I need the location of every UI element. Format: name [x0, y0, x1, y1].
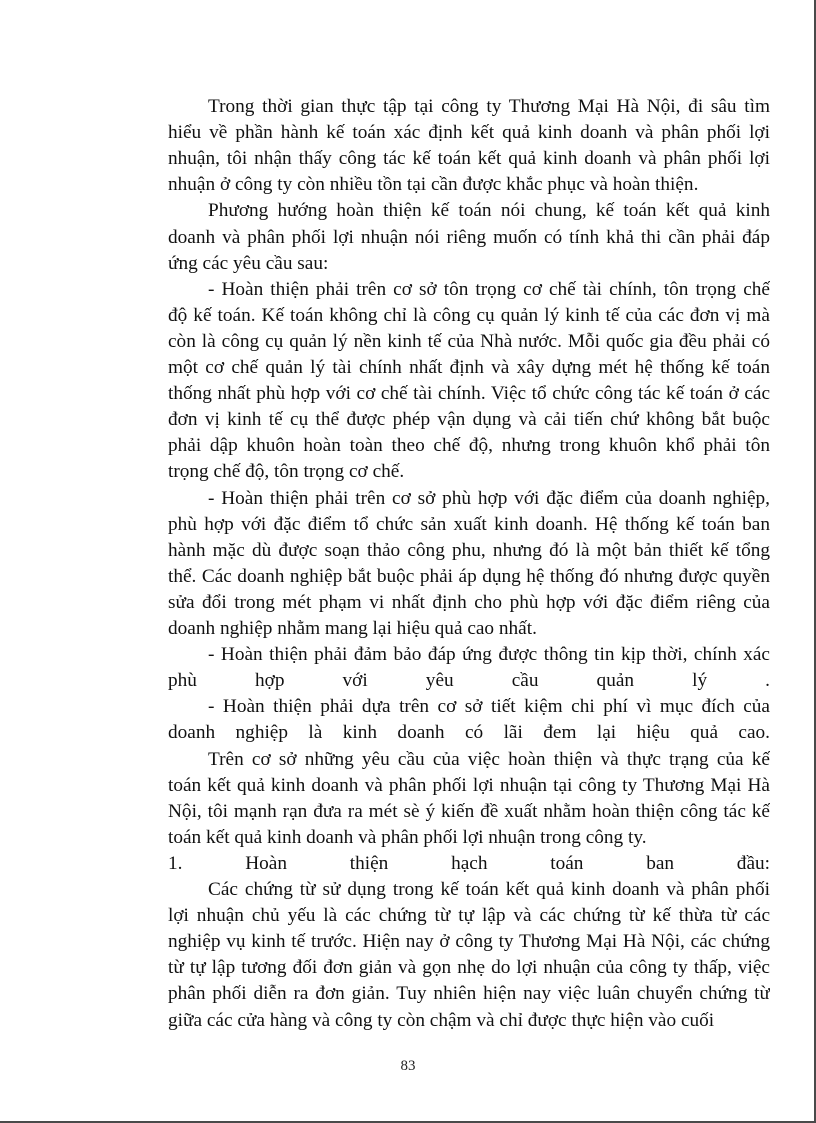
text-line: Các chứng từ sử dụng trong kế toán kết quả kinh doanh và phân phối	[208, 879, 770, 900]
text-line: thống nhất phù hợp với cơ chế tài chính. Việc tổ chức công tác kế toán ở các	[168, 383, 770, 405]
text-line: doanh nghiệp là kinh doanh có lãi đem lại hiệu quả cao.	[168, 722, 770, 744]
text-line: giữa các cửa hàng và công ty còn chậm và chỉ được thực hiện vào cuối	[168, 1009, 715, 1031]
text-line: - Hoàn thiện phải trên cơ sở tôn trọng cơ chế tài chính, tôn trọng chế	[208, 278, 770, 300]
text-line: 1. Hoàn thiện hạch toán ban đầu:	[168, 852, 770, 874]
text-line: toán kết quả kinh doanh và phân phối lợi nhuận trong công ty.	[168, 826, 647, 848]
text-line: Trên cơ sở những yêu cầu của việc hoàn thiện và thực trạng của kế	[208, 748, 770, 770]
text-line: doanh nghiệp nhằm mang lại hiệu quả cao nhất.	[168, 618, 537, 639]
text-line: độ kế toán. Kế toán không chỉ là công cụ quản lý kinh tế của các đơn vị mà	[168, 304, 770, 326]
text-line: nghiệp vụ kinh tế trước. Hiện nay ở công ty Thương Mại Hà Nội, các chứng	[168, 931, 770, 953]
text-line: - Hoàn thiện phải trên cơ sở phù hợp với đặc điểm của doanh nghiệp,	[208, 487, 770, 509]
text-line: nhuận, tôi nhận thấy công tác kế toán kết quả kinh doanh và phân phối lợi	[168, 148, 770, 170]
text-line: - Hoàn thiện phải đảm bảo đáp ứng được thông tin kịp thời, chính xác	[208, 644, 770, 666]
text-line: phải dập khuôn hoàn toàn theo chế độ, nhưng trong khuôn khổ phải tôn	[168, 435, 770, 457]
text-line: Phương hướng hoàn thiện kế toán nói chung, kế toán kết quả kinh	[208, 200, 770, 222]
text-line: doanh và phân phối lợi nhuận nói riêng muốn có tính khả thi cần phải đáp	[168, 226, 770, 248]
text-line: hiểu về phần hành kế toán xác định kết quả kinh doanh và phân phối lợi	[168, 122, 770, 144]
text-line: còn là công cụ quản lý nền kinh tế của Nhà nước. Mỗi quốc gia đều phải có	[168, 330, 770, 352]
text-line: Nội, tôi mạnh rạn đưa ra mét sè ý kiến đề xuất nhằm hoàn thiện công tác kế	[168, 800, 770, 822]
text-line: trọng chế độ, tôn trọng cơ chế.	[168, 461, 405, 483]
text-line: đơn vị kinh tế cụ thể được phép vận dụng và cải tiến chứ không bắt buộc	[168, 409, 770, 431]
text-line: phù hợp với yêu cầu quản lý .	[168, 670, 770, 692]
text-line: một cơ chế quản lý tài chính nhất định và xây dựng mét hệ thống kế toán	[168, 357, 770, 378]
text-line: nhuận ở công ty còn nhiều tồn tại cần được khắc phục và hoàn thiện.	[168, 174, 699, 196]
text-line: sửa đổi trong mét phạm vi nhất định cho phù hợp với đặc điểm riêng của	[168, 591, 770, 613]
text-line: từ tự lập tương đối đơn giản và gọn nhẹ do lợi nhuận của công ty thấp, việc	[168, 957, 770, 979]
text-line: phù hợp với đặc điểm tổ chức sản xuất kinh doanh. Hệ thống kế toán ban	[168, 513, 770, 535]
page-number: 83	[400, 1058, 416, 1074]
text-line: lợi nhuận chủ yếu là các chứng từ tự lập và các chứng từ kế thừa từ các	[168, 905, 770, 927]
text-line: Trong thời gian thực tập tại công ty Thương Mại Hà Nội, đi sâu tìm	[208, 96, 770, 117]
text-line: - Hoàn thiện phải dựa trên cơ sở tiết kiệm chi phí vì mục đích của	[208, 696, 770, 718]
text-line: hành mặc dù được soạn thảo công phu, nhưng đó là một bản thiết kế tổng	[168, 539, 770, 561]
text-line: thể. Các doanh nghiệp bắt buộc phải áp dụng hệ thống đó nhưng được quyền	[168, 565, 770, 587]
text-line: ứng các yêu cầu sau:	[168, 252, 329, 274]
text-line: phân phối diễn ra đơn giản. Tuy nhiên hiện nay việc luân chuyển chứng từ	[168, 983, 770, 1005]
text-line: toán kết quả kinh doanh và phân phối lợi nhuận tại công ty Thương Mại Hà	[168, 774, 770, 796]
